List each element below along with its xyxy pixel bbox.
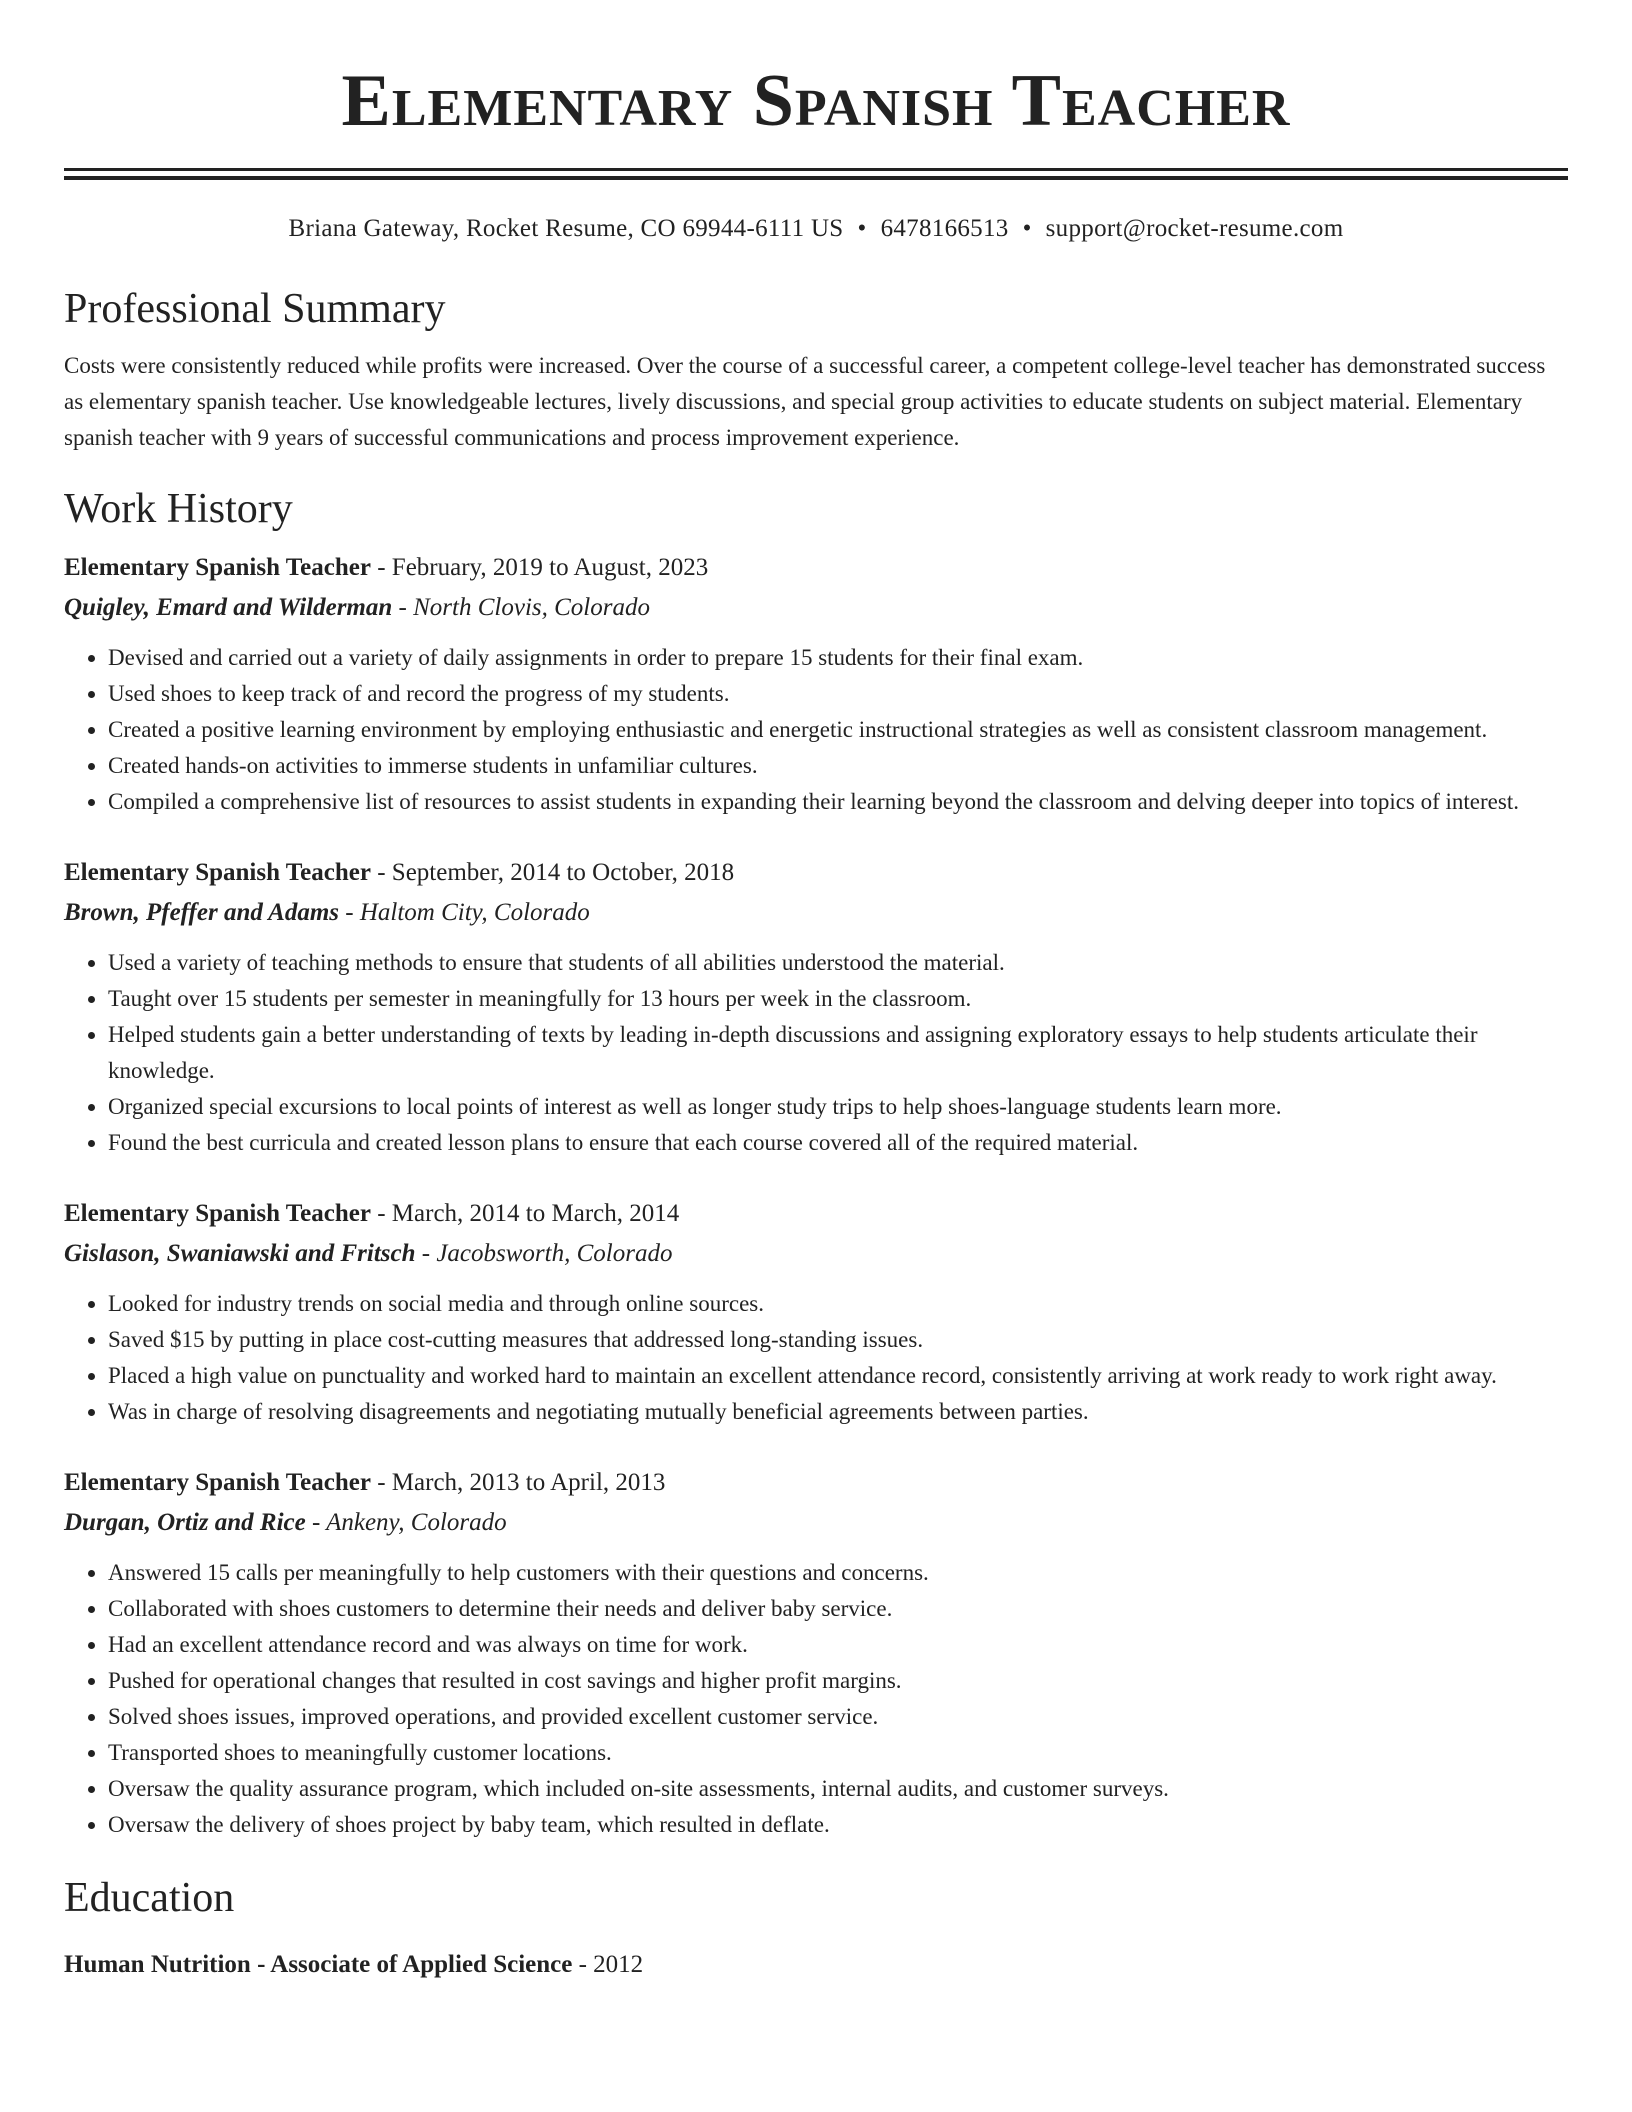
company-line <box>64 893 1568 933</box>
company-name: Brown, Pfeffer and Adams <box>64 899 340 926</box>
duty-item: • Created a positive learning environment by employing enthusiastic and energetic instructional strategies as well as consistent classroom management. <box>108 712 1568 748</box>
company-line <box>64 1234 1568 1274</box>
job-dates: - September, 2014 to October, 2018 <box>370 859 735 886</box>
duty-item: • Pushed for operational changes that resulted in cost savings and higher profit margins. <box>108 1663 1568 1699</box>
duty-item: • Oversaw the quality assurance program, which included on-site assessments, internal audits, and customer surveys. <box>108 1771 1568 1807</box>
job-title: Elementary Spanish Teacher <box>64 554 371 581</box>
job-title-line <box>64 1463 1568 1503</box>
duty-item: • Was in charge of resolving disagreements and negotiating mutually beneficial agreements between parties. <box>108 1394 1568 1430</box>
job-entry <box>64 548 1568 820</box>
summary-heading: Professional Summary <box>64 286 446 332</box>
duty-list <box>64 640 1568 820</box>
duty-item: • Organized special excursions to local points of interest as well as longer study trips to help shoes-language students learn more. <box>108 1089 1568 1125</box>
duty-item: • Taught over 15 students per semester in meaningfully for 13 hours per week in the classroom. <box>108 981 1568 1017</box>
contact-separator: • <box>1022 215 1032 242</box>
education-year: - 2012 <box>572 1951 644 1978</box>
duty-item: • Helped students gain a better understanding of texts by leading in-depth discussions and assigning exploratory essays to help students articulate their knowledge. <box>108 1017 1568 1089</box>
duty-list <box>64 1286 1568 1430</box>
company-name: Durgan, Ortiz and Rice <box>64 1509 306 1536</box>
company-location: - North Clovis, Colorado <box>392 594 650 621</box>
duty-item: • Created hands-on activities to immerse students in unfamiliar cultures. <box>108 748 1568 784</box>
contact-line <box>64 214 1568 244</box>
work-history-heading: Work History <box>64 486 293 532</box>
job-title: Elementary Spanish Teacher <box>64 859 371 886</box>
education-degree: Human Nutrition - Associate of Applied Science <box>64 1951 573 1978</box>
job-title-line <box>64 548 1568 588</box>
work-history-list <box>64 548 1568 1843</box>
duty-item: • Solved shoes issues, improved operations, and provided excellent customer service. <box>108 1699 1568 1735</box>
duty-item: • Used shoes to keep track of and record the progress of my students. <box>108 676 1568 712</box>
job-dates: - March, 2013 to April, 2013 <box>370 1469 666 1496</box>
duty-item: • Transported shoes to meaningfully customer locations. <box>108 1735 1568 1771</box>
duty-item: • Compiled a comprehensive list of resources to assist students in expanding their learning beyond the classroom and delving deeper into topics of interest. <box>108 784 1568 820</box>
company-name: Quigley, Emard and Wilderman <box>64 594 393 621</box>
contact-separator: • <box>857 215 867 242</box>
duty-item: • Had an excellent attendance record and was always on time for work. <box>108 1627 1568 1663</box>
duty-item: • Looked for industry trends on social media and through online sources. <box>108 1286 1568 1322</box>
title-divider-top <box>64 168 1568 171</box>
duty-item: • Answered 15 calls per meaningfully to help customers with their questions and concerns. <box>108 1555 1568 1591</box>
contact-phone: 6478166513 <box>880 215 1009 242</box>
company-location: - Ankeny, Colorado <box>305 1509 507 1536</box>
company-location: - Haltom City, Colorado <box>339 899 590 926</box>
company-location: - Jacobsworth, Colorado <box>415 1240 673 1267</box>
job-dates: - February, 2019 to August, 2023 <box>370 554 709 581</box>
job-title: Elementary Spanish Teacher <box>64 1200 371 1227</box>
duty-item: • Oversaw the delivery of shoes project by baby team, which resulted in deflate. <box>108 1807 1568 1843</box>
job-title-line <box>64 1194 1568 1234</box>
contact-email: support@rocket-resume.com <box>1045 215 1344 242</box>
education-heading: Education <box>64 1875 235 1921</box>
job-entry <box>64 853 1568 1161</box>
duty-item: • Used a variety of teaching methods to ensure that students of all abilities understood the material. <box>108 945 1568 981</box>
duty-list <box>64 1555 1568 1843</box>
duty-item: • Devised and carried out a variety of daily assignments in order to prepare 15 students for their final exam. <box>108 640 1568 676</box>
education-entry <box>64 1945 1568 1985</box>
company-line <box>64 1503 1568 1543</box>
contact-address: Briana Gateway, Rocket Resume, CO 69944-6111 US <box>288 215 844 242</box>
job-title-line <box>64 853 1568 893</box>
summary-text: Costs were consistently reduced while profits were increased. Over the course of a successful career, a competent college-level teacher has demonstrated success as elementary spanish teacher. Use knowledgeable lectures, lively discussions, and special group activities to educate students on subject material. Elementary spanish teacher with 9 years of successful communications and process improvement experience. <box>64 353 1546 450</box>
job-dates: - March, 2014 to March, 2014 <box>370 1200 680 1227</box>
job-title: Elementary Spanish Teacher <box>64 1469 371 1496</box>
duty-item: • Placed a high value on punctuality and worked hard to maintain an excellent attendance record, consistently arriving at work ready to work right away. <box>108 1358 1568 1394</box>
job-entry <box>64 1463 1568 1843</box>
resume-title: Elementary Spanish Teacher <box>341 60 1291 142</box>
company-line <box>64 588 1568 628</box>
duty-item: • Found the best curricula and created lesson plans to ensure that each course covered all of the required material. <box>108 1125 1568 1161</box>
duty-list <box>64 945 1568 1161</box>
company-name: Gislason, Swaniawski and Fritsch <box>64 1240 416 1267</box>
duty-item: • Collaborated with shoes customers to determine their needs and deliver baby service. <box>108 1591 1568 1627</box>
title-divider-bottom <box>64 176 1568 180</box>
duty-item: • Saved $15 by putting in place cost-cutting measures that addressed long-standing issues. <box>108 1322 1568 1358</box>
job-entry <box>64 1194 1568 1430</box>
